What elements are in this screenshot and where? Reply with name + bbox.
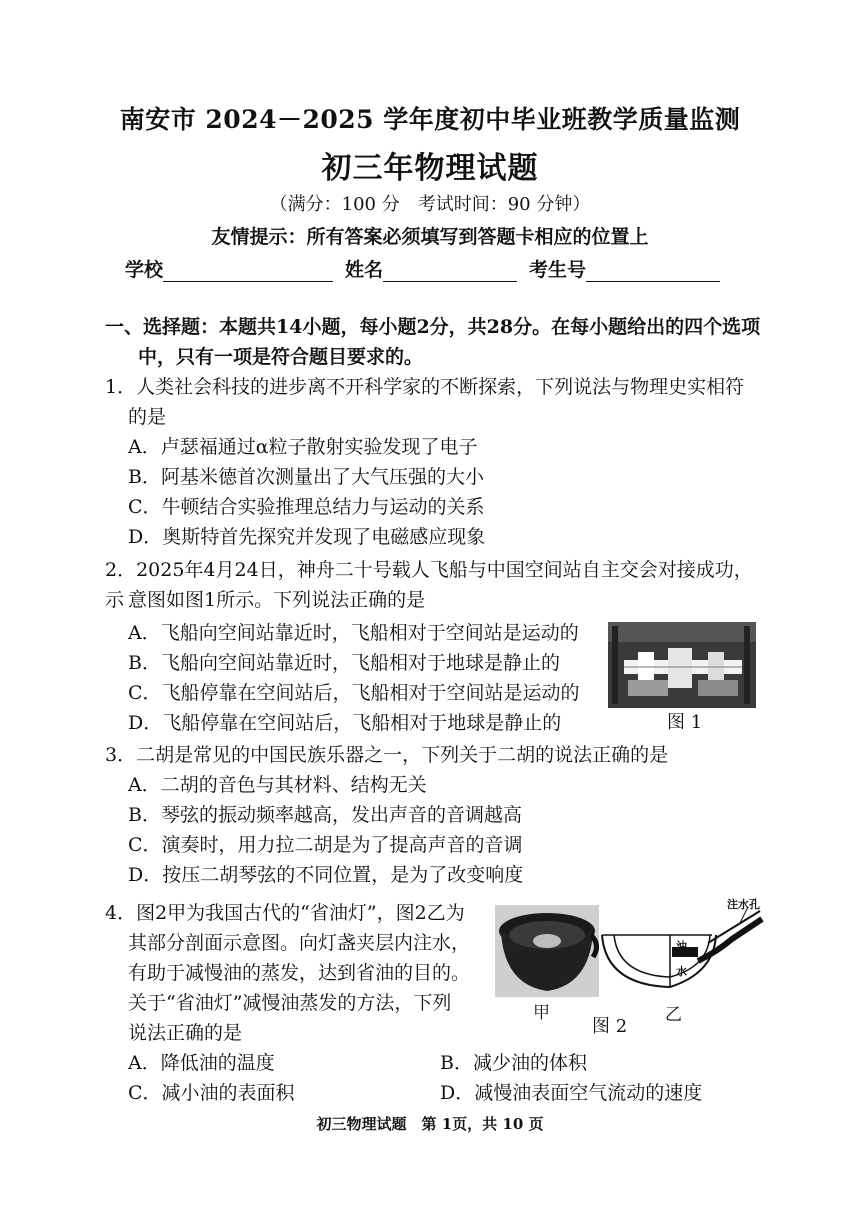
q1-stem-line2: 的是 — [128, 406, 167, 428]
q1-option-d: D．奥斯特首先探究并发现了电磁感应现象 — [128, 526, 486, 548]
student-id-label: 考生号 — [529, 259, 587, 281]
q2-stem-line1: 2．2025年4月24日，神舟二十号载人飞船与中国空间站自主交会对接成功，示 — [105, 559, 753, 611]
q3-option-a: A．二胡的音色与其材料、结构无关 — [128, 774, 427, 796]
q1-stem-line1: 1．人类社会科技的进步离不开科学家的不断探索，下列说法与物理史实相符 — [105, 376, 745, 398]
exam-meta: （满分：100 分 考试时间：90 分钟） — [269, 194, 591, 215]
q3-stem: 3．二胡是常见的中国民族乐器之一，下列关于二胡的说法正确的是 — [105, 744, 669, 766]
q3-option-c: C．演奏时，用力拉二胡是为了提高声音的音调 — [128, 834, 523, 856]
student-info-fields — [125, 255, 765, 282]
q2-stem-line2: 意图如图1所示。下列说法正确的是 — [128, 589, 426, 611]
figure2-label-a: 甲 — [533, 1003, 550, 1023]
figure2-caption: 图 2 — [592, 1016, 628, 1037]
q3-option-b: B．琴弦的振动频率越高，发出声音的音调越高 — [128, 804, 522, 826]
q4-stem-line4: 关于“省油灯”减慢油蒸发的方法，下列 — [128, 992, 452, 1014]
q4-option-d: D．减慢油表面空气流动的速度 — [440, 1082, 703, 1104]
q2-option-a: A．飞船向空间站靠近时，飞船相对于空间站是运动的 — [128, 622, 579, 644]
student-id-blank — [586, 261, 720, 282]
q1-option-a: A．卢瑟福通过α粒子散射实验发现了电子 — [128, 436, 478, 458]
exam-subtitle: 初三年物理试题 — [321, 151, 539, 186]
q4-option-b: B．减少油的体积 — [440, 1052, 587, 1074]
name-blank — [383, 261, 517, 282]
water-label: 水 — [676, 965, 687, 978]
oil-label: 油 — [676, 940, 687, 953]
figure2-label-b: 乙 — [665, 1005, 682, 1025]
q3-option-d: D．按压二胡琴弦的不同位置，是为了改变响度 — [128, 864, 524, 886]
q2-option-d: D．飞船停靠在空间站后，飞船相对于地球是静止的 — [128, 712, 562, 734]
q2-option-c: C．飞船停靠在空间站后，飞船相对于空间站是运动的 — [128, 682, 580, 704]
q4-stem-line3: 有助于减慢油的蒸发，达到省油的目的。 — [128, 962, 471, 984]
school-blank — [163, 261, 333, 282]
section-heading-line1: 一、选择题：本题共14小题，每小题2分，共28分。在每小题给出的四个选项 — [105, 316, 761, 338]
q4-option-a: A．降低油的温度 — [128, 1052, 275, 1074]
q1-option-c: C．牛顿结合实验推理总结力与运动的关系 — [128, 496, 485, 518]
q4-option-c: C．减小油的表面积 — [128, 1082, 295, 1104]
oil-lamp-photo — [495, 905, 599, 997]
exam-hint: 友情提示：所有答案必须填写到答题卡相应的位置上 — [211, 226, 649, 248]
q1-option-b: B．阿基米德首次测量出了大气压强的大小 — [128, 466, 484, 488]
space-station-figure — [608, 622, 756, 708]
exam-title: 南安市 2024－2025 学年度初中毕业班教学质量监测 — [119, 105, 741, 134]
figure1-caption: 图 1 — [667, 712, 703, 733]
school-label: 学校 — [125, 259, 164, 281]
water-inlet-label: 注水孔 — [727, 898, 760, 911]
name-label: 姓名 — [345, 259, 384, 281]
q2-option-b: B．飞船向空间站靠近时，飞船相对于地球是静止的 — [128, 652, 560, 674]
q4-stem-line2: 其部分剖面示意图。向灯盏夹层内注水， — [128, 932, 471, 954]
page-footer: 初三物理试题 第 1页，共 10 页 — [316, 1115, 544, 1133]
section-heading-line2: 中，只有一项是符合题目要求的。 — [138, 346, 424, 368]
q4-stem-line1: 4．图2甲为我国古代的“省油灯”，图2乙为 — [105, 902, 465, 924]
q4-stem-line5: 说法正确的是 — [128, 1022, 243, 1044]
